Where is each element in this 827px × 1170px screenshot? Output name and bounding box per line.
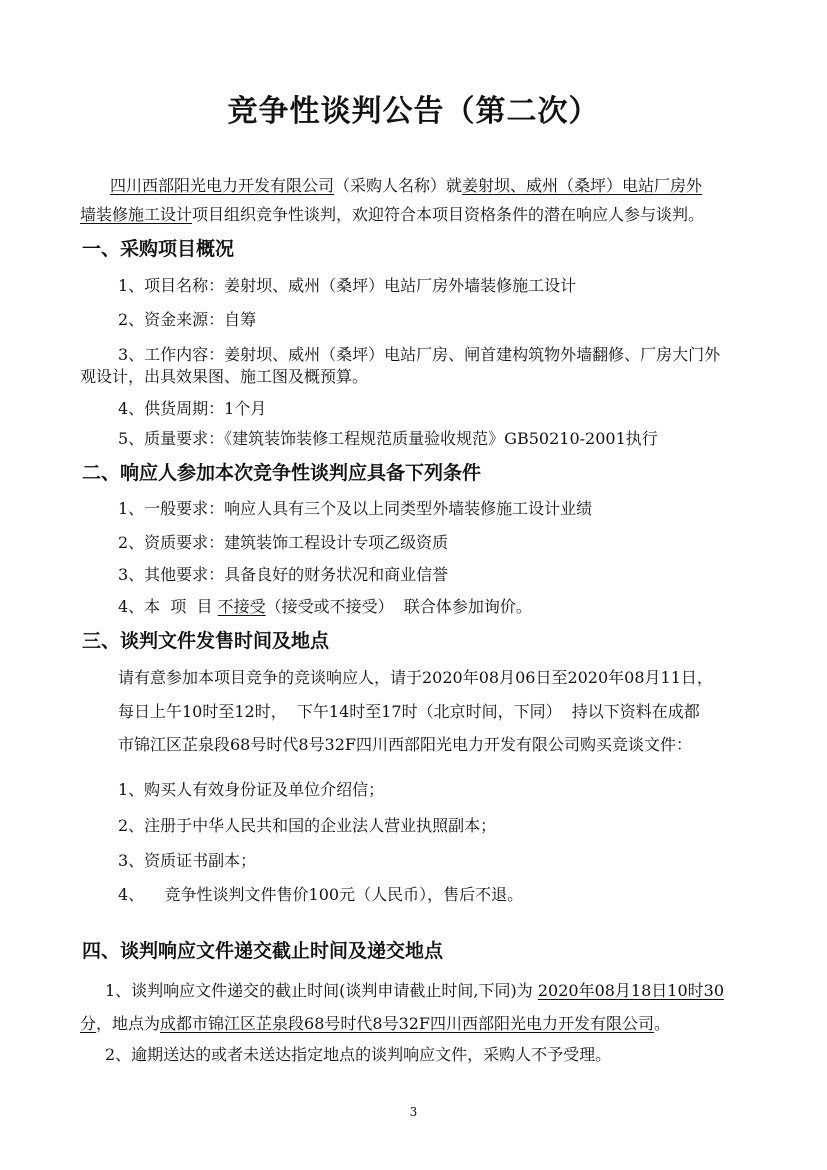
project-name-part1: 姜射坝、威州（桑坪）电站厂房外 — [462, 176, 703, 195]
section4-item1-line2 — [80, 1013, 670, 1035]
purchaser-name: 四川西部阳光电力开发有限公司 — [110, 176, 335, 195]
section2-item1: 1、一般要求：响应人具有三个及以上同类型外墙装修施工设计业绩 — [118, 499, 593, 518]
section1-heading: 一、采购项目概况 — [82, 238, 235, 260]
intro-rest: 项目组织竞争性谈判，欢迎符合本项目资格条件的潜在响应人参与谈判。 — [192, 205, 705, 224]
section2-item4 — [118, 596, 532, 618]
section2-item3: 3、其他要求：具备良好的财务状况和商业信誉 — [118, 565, 449, 584]
section1-item5: 5、质量要求：《建筑装饰装修工程规范质量验收规范》GB50210-2001执行 — [118, 429, 658, 448]
section3-para-line3: 市锦江区芷泉段68号时代8号32F四川西部阳光电力开发有限公司购买竞谈文件： — [118, 735, 693, 754]
page-number: 3 — [409, 1105, 418, 1119]
section3-para-line1: 请有意参加本项目竞争的竞谈响应人，请于2020年08月06日至2020年08月11日， — [118, 668, 713, 687]
section3-para-line2: 每日上午10时至12时， 下午14时至17时（北京时间，下同） 持以下资料在成都 — [118, 702, 700, 721]
section1-item3-line1: 3、工作内容：姜射坝、威州（桑坪）电站厂房、闸首建构筑物外墙翻修、厂房大门外 — [118, 345, 721, 364]
section2-item4-prefix: 4、本 项 目 — [118, 597, 213, 616]
intro-line-2 — [80, 204, 704, 226]
section3-heading: 三、谈判文件发售时间及地点 — [82, 630, 330, 652]
page-title: 竞争性谈判公告（第二次） — [227, 94, 600, 129]
section4-item2: 2、逾期送达的或者未送达指定地点的谈判响应文件，采购人不予受理。 — [105, 1045, 612, 1064]
project-name-part2: 墙装修施工设计 — [80, 205, 193, 224]
section4-item1-prefix: 1、谈判响应文件递交的截止时间(谈判申请截止时间,下同)为 — [105, 981, 538, 1000]
section2-item4-value: 不接受 — [217, 597, 266, 616]
section2-item2: 2、资质要求：建筑装饰工程设计专项乙级资质 — [118, 533, 449, 552]
section2-item4-suffix: （接受或不接受） 联合体参加询价。 — [265, 597, 532, 616]
section4-item1-end: 。 — [654, 1014, 671, 1033]
section3-item4: 4、 竞争性谈判文件售价100元（人民币），售后不退。 — [118, 885, 524, 904]
section1-item2: 2、资金来源：自筹 — [118, 310, 257, 329]
section3-item2: 2、注册于中华人民共和国的企业法人营业执照副本； — [118, 816, 497, 835]
intro-line-1 — [110, 175, 702, 197]
section4-item1-line1 — [105, 980, 724, 1002]
section3-item3: 3、资质证书副本； — [118, 851, 257, 870]
deadline-part1: 2020年08月18日10时30 — [537, 981, 725, 1000]
section1-item1: 1、项目名称：姜射坝、威州（桑坪）电站厂房外墙装修施工设计 — [118, 276, 577, 295]
section1-item3-line2: 观设计，出具效果图、施工图及概预算。 — [80, 367, 369, 386]
section1-item4: 4、供货周期：1个月 — [118, 399, 267, 418]
deadline-part2: 分 — [80, 1014, 97, 1033]
section3-item1: 1、购买人有效身份证及单位介绍信； — [118, 780, 385, 799]
section2-heading: 二、响应人参加本次竞争性谈判应具备下列条件 — [82, 462, 482, 484]
section4-heading: 四、谈判响应文件递交截止时间及递交地点 — [82, 940, 444, 962]
submission-location: 成都市锦江区芷泉段68号时代8号32F四川西部阳光电力开发有限公司 — [160, 1014, 655, 1033]
section4-item1-mid: ，地点为 — [96, 1014, 161, 1033]
purchaser-note: （采购人名称）就 — [334, 176, 463, 195]
